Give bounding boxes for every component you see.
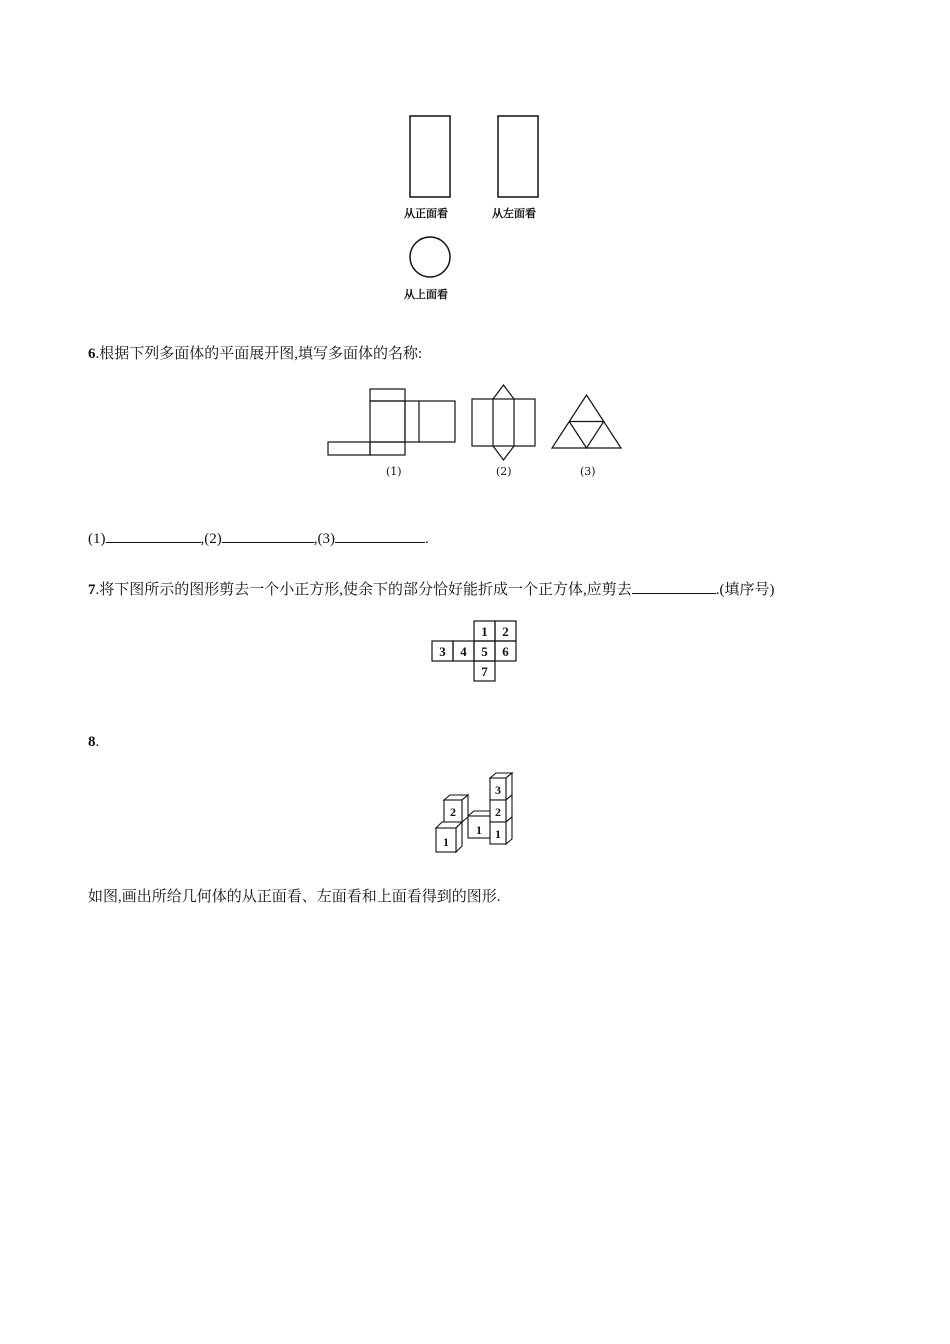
question-7 (88, 578, 775, 600)
net-3-label: (3) (580, 465, 596, 478)
answer-2-blank[interactable] (222, 527, 314, 543)
cube-label-1-right: 1 (495, 827, 501, 841)
question-7-text-after: .(填序号) (715, 582, 775, 598)
question-8 (88, 732, 99, 752)
net-1-label: (1) (386, 465, 402, 478)
question-7-blank[interactable] (632, 578, 716, 594)
net-1-cube (327, 388, 457, 458)
answer-2-label: ,(2) (200, 531, 222, 547)
left-view-label: 从左面看 (492, 207, 536, 220)
top-view-circle (409, 236, 453, 280)
cell-6: 6 (502, 644, 509, 659)
question-6 (88, 344, 422, 364)
left-view-rectangle (497, 115, 540, 199)
question-6-number: 6 (88, 346, 96, 362)
cell-2: 2 (502, 624, 509, 639)
cell-7: 7 (481, 664, 488, 679)
answer-1-blank[interactable] (106, 527, 201, 543)
cell-5: 5 (481, 644, 488, 659)
net-3-tetrahedron (551, 394, 623, 450)
cube-stack-figure (434, 772, 516, 854)
front-view-rectangle (409, 115, 452, 199)
answer-3-blank[interactable] (335, 527, 425, 543)
answer-3-label: ,(3) (313, 531, 335, 547)
cube-label-2-left: 2 (450, 805, 456, 819)
cell-3: 3 (439, 644, 446, 659)
question-8-suffix: . (95, 734, 100, 750)
question-6-text: .根据下列多面体的平面展开图,填写多面体的名称: (95, 346, 423, 362)
cube-label-1-middle: 1 (476, 823, 482, 837)
net-2-prism (471, 384, 537, 462)
front-view-label: 从正面看 (404, 207, 448, 220)
answer-1-label: (1) (88, 531, 106, 547)
question-7-text: .将下图所示的图形剪去一个小正方形,使余下的部分恰好能折成一个正方体,应剪去 (95, 582, 632, 598)
question-7-number: 7 (88, 582, 96, 598)
cube-net-grid (432, 620, 518, 684)
cube-label-3: 3 (495, 783, 501, 797)
cell-1: 1 (481, 624, 488, 639)
cell-4: 4 (460, 644, 467, 659)
top-view-label: 从上面看 (404, 288, 448, 301)
cube-label-1-left: 1 (443, 835, 449, 849)
question-6-answers (88, 527, 429, 549)
cube-label-2-right: 2 (495, 805, 501, 819)
answer-end: . (425, 531, 429, 547)
question-8-text: 如图,画出所给几何体的从正面看、左面看和上面看得到的图形. (88, 889, 501, 905)
net-2-label: (2) (496, 465, 512, 478)
question-8-number: 8 (88, 734, 96, 750)
